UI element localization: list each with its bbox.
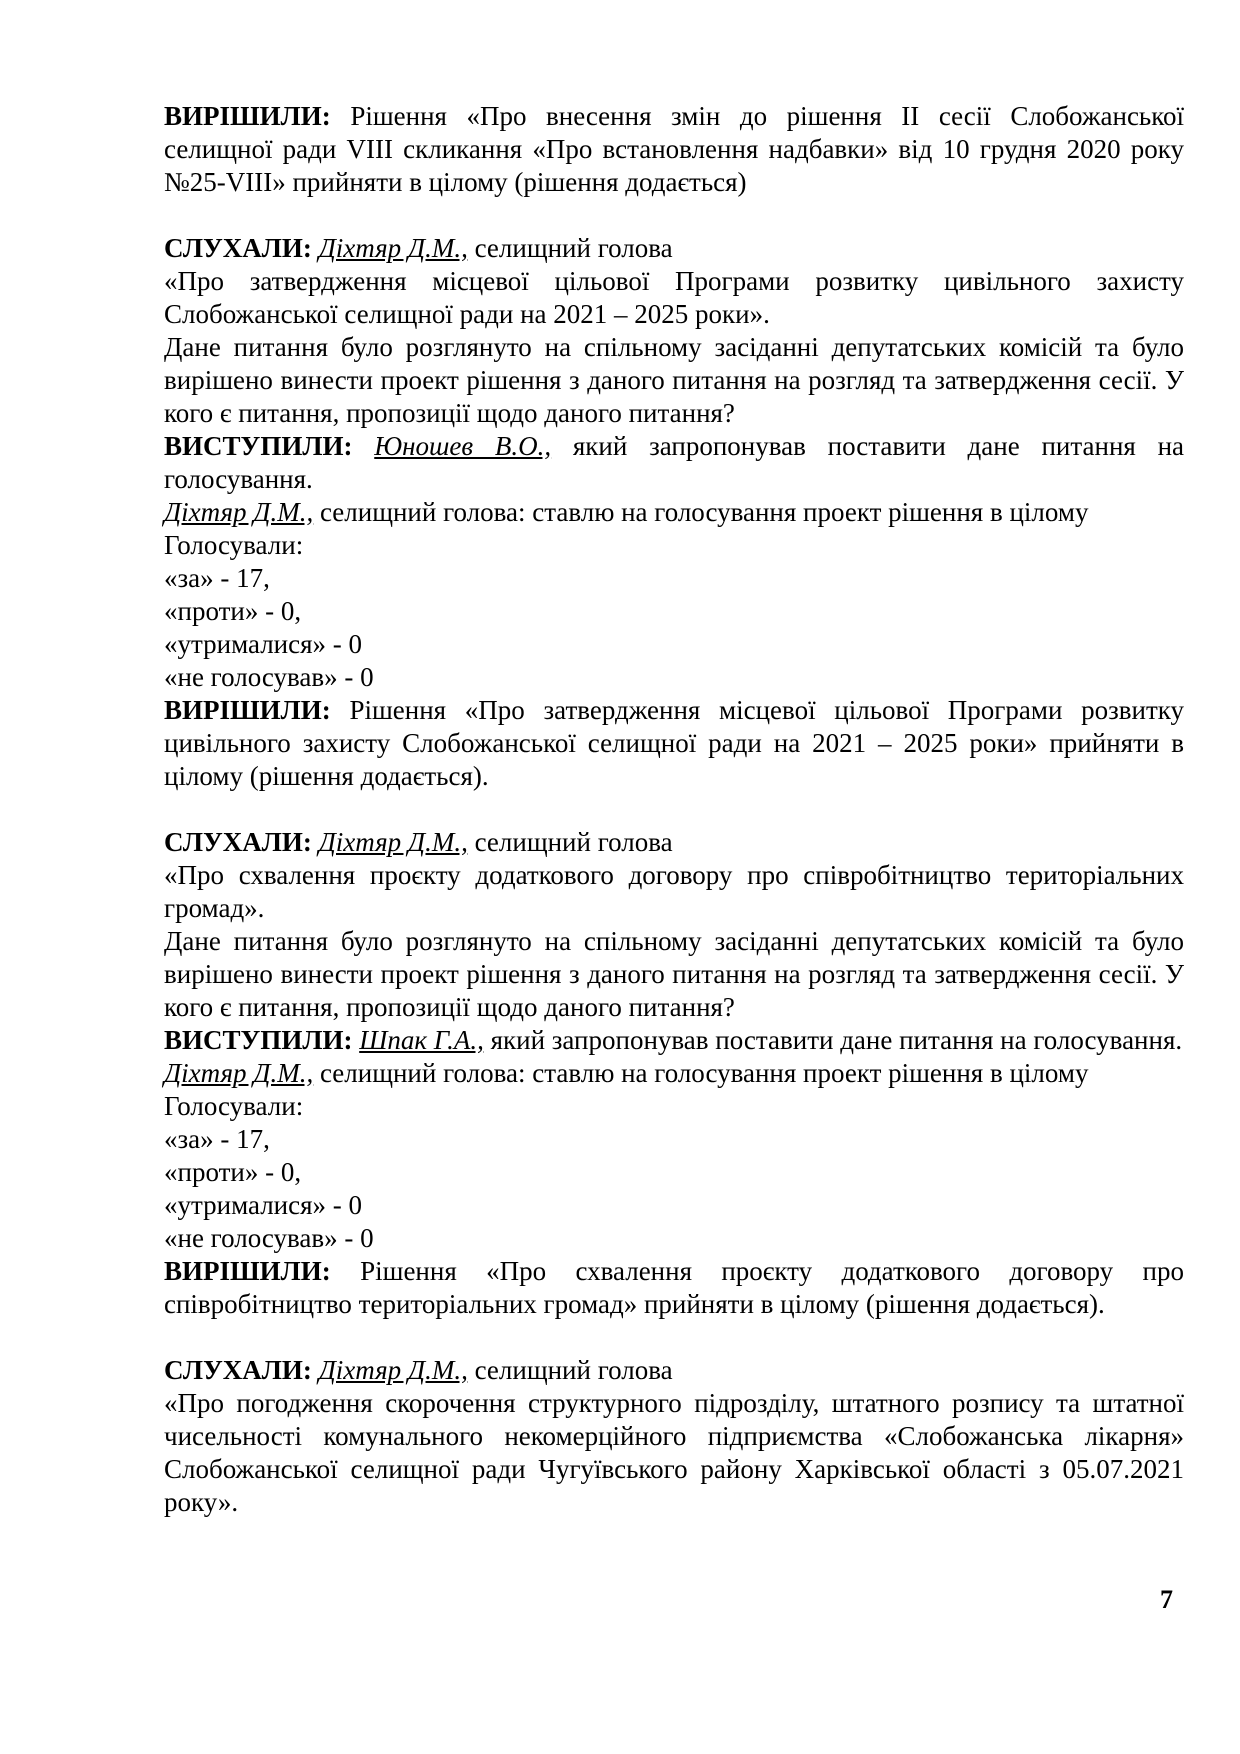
discussion-paragraph: Дане питання було розглянуто на спільному засіданні депутатських комісій та було вирішено винести проект рішення з даного питання на розгляд та затвердження сесії. У кого є питання, пропозиції щодо даного питання? xyxy=(164,332,1184,428)
voted-label: Голосували: xyxy=(164,1091,304,1121)
spoke-label: ВИСТУПИЛИ: xyxy=(164,1025,353,1055)
spoke-text: який запропонував поставити дане питання на голосування. xyxy=(483,1025,1183,1055)
chair-paragraph xyxy=(164,1057,1184,1090)
spoke-person: Юношев В.О., xyxy=(374,431,552,461)
vote-not-voted: «не голосував» - 0 xyxy=(164,662,374,692)
vote-against: «проти» - 0, xyxy=(164,596,302,626)
agenda-topic: «Про погодження скорочення структурного підрозділу, штатного розпису та штатної чисельності комунального некомерційного підприємства «Слобожанська лікарня» Слобожанської селищної ради Чугуївського району Харківської області з 05.07.2021 року». xyxy=(164,1388,1184,1517)
chair-name: Діхтяр Д.М., xyxy=(164,1058,314,1088)
heard-paragraph xyxy=(164,826,1184,859)
agenda-topic: «Про схвалення проєкту додаткового договору про співробітництво територіальних громад». xyxy=(164,860,1184,923)
speaker-name: Діхтяр Д.М., xyxy=(318,1355,468,1385)
speaker-role: селищний голова xyxy=(467,827,673,857)
speaker-name: Діхтяр Д.М., xyxy=(318,233,468,263)
vote-abstained: «утрималися» - 0 xyxy=(164,1190,363,1220)
paragraph-gap xyxy=(164,793,1184,826)
discussion-paragraph: Дане питання було розглянуто на спільному засіданні депутатських комісій та було вирішено винести проект рішення з даного питання на розгляд та затвердження сесії. У кого є питання, пропозиції щодо даного питання? xyxy=(164,926,1184,1022)
chair-paragraph xyxy=(164,496,1184,529)
vote-for: «за» - 17, xyxy=(164,563,270,593)
heard-label: СЛУХАЛИ: xyxy=(164,233,312,263)
resolved-paragraph xyxy=(164,694,1184,793)
heard-paragraph xyxy=(164,1354,1184,1387)
resolved-paragraph xyxy=(164,1255,1184,1321)
resolved-paragraph xyxy=(164,100,1184,199)
vote-for: «за» - 17, xyxy=(164,1124,270,1154)
paragraph-gap xyxy=(164,1321,1184,1354)
voted-label: Голосували: xyxy=(164,530,304,560)
resolved-text: Рішення «Про затвердження місцевої цільової Програми розвитку цивільного захисту Слобожанської селищної ради на 2021 – 2025 роки» прийняти в цілому (рішення додається). xyxy=(164,695,1184,791)
heard-label: СЛУХАЛИ: xyxy=(164,1355,312,1385)
vote-not-voted: «не голосував» - 0 xyxy=(164,1223,374,1253)
heard-label: СЛУХАЛИ: xyxy=(164,827,312,857)
spoke-paragraph xyxy=(164,1024,1184,1057)
chair-name: Діхтяр Д.М., xyxy=(164,497,314,527)
resolved-label: ВИРІШИЛИ: xyxy=(164,101,331,131)
speaker-name: Діхтяр Д.М., xyxy=(318,827,468,857)
resolved-text: Рішення «Про схвалення проєкту додаткового договору про співробітництво територіальних громад» прийняти в цілому (рішення додається). xyxy=(164,1256,1184,1319)
document-page xyxy=(164,100,1184,1519)
resolved-text: Рішення «Про внесення змін до рішення ІІ сесії Слобожанської селищної ради VІІІ скликання «Про встановлення надбавки» від 10 грудня 2020 року №25-VІІІ» прийняти в цілому (рішення додається) xyxy=(164,101,1184,197)
spoke-text: який запропонував поставити дане питання на голосування. xyxy=(164,431,1185,494)
spoke-paragraph xyxy=(164,430,1184,496)
paragraph-gap xyxy=(164,199,1184,232)
spoke-person: Шпак Г.А., xyxy=(359,1025,484,1055)
chair-text: селищний голова: ставлю на голосування проект рішення в цілому xyxy=(313,1058,1089,1088)
chair-text: селищний голова: ставлю на голосування проект рішення в цілому xyxy=(313,497,1089,527)
vote-against: «проти» - 0, xyxy=(164,1157,302,1187)
resolved-label: ВИРІШИЛИ: xyxy=(164,1256,331,1286)
page-number: 7 xyxy=(1160,1585,1173,1614)
spoke-label: ВИСТУПИЛИ: xyxy=(164,431,353,461)
speaker-role: селищний голова xyxy=(467,233,673,263)
resolved-label: ВИРІШИЛИ: xyxy=(164,695,331,725)
speaker-role: селищний голова xyxy=(467,1355,673,1385)
agenda-topic: «Про затвердження місцевої цільової Програми розвитку цивільного захисту Слобожанської селищної ради на 2021 – 2025 роки». xyxy=(164,266,1184,329)
heard-paragraph xyxy=(164,232,1184,265)
vote-abstained: «утрималися» - 0 xyxy=(164,629,363,659)
